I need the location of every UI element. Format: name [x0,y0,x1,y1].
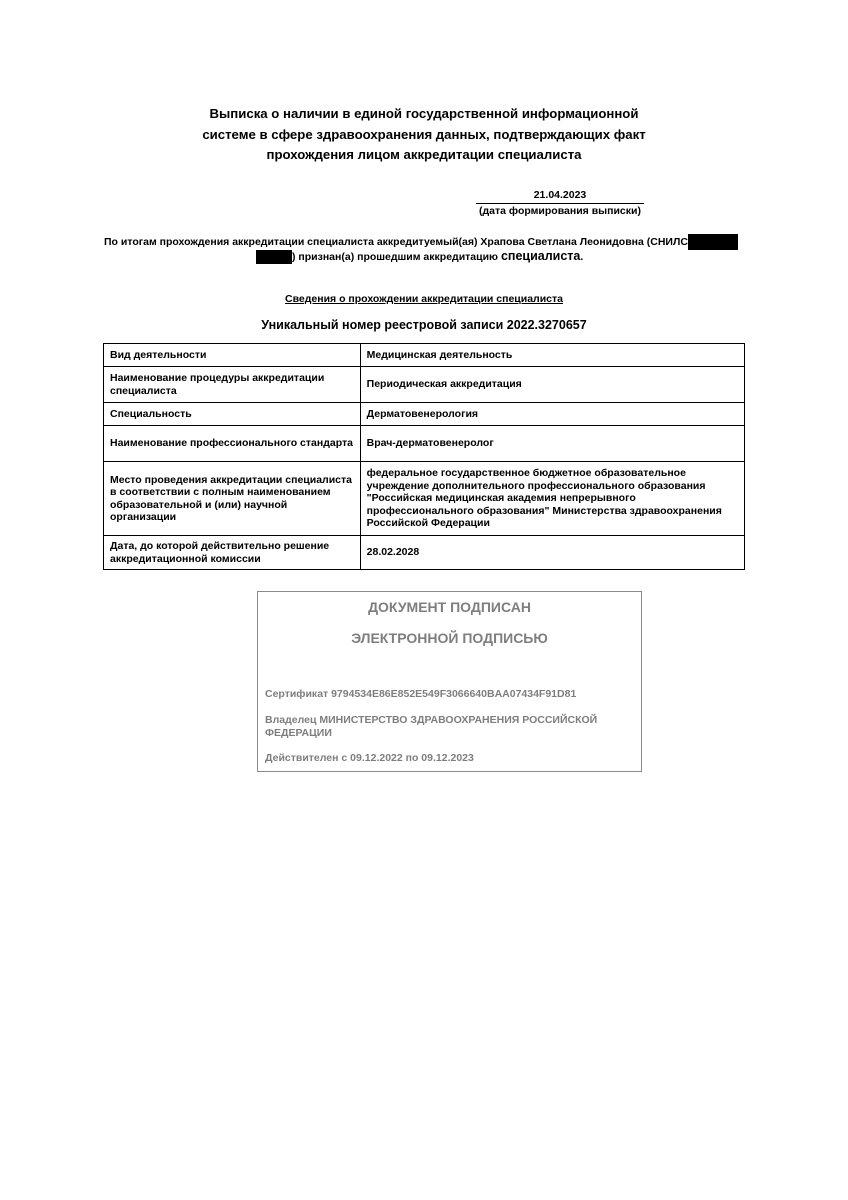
issue-date-caption: (дата формирования выписки) [479,205,641,217]
table-value: Периодическая аккредитация [360,367,744,403]
table-row [104,403,745,426]
table-value: федеральное государственное бюджетное образовательное учреждение дополнительного профессионального образования "Российская медицинская академия непрерывного профессионального образования" Министерства здравоохранения Российской Федерации [360,462,744,536]
stamp-validity: Действителен с 09.12.2022 по 09.12.2023 [265,752,474,764]
title-line-1: Выписка о наличии в единой государственной информационной [209,106,639,121]
statement-part-2: ) признан(а) прошедшим аккредитацию [292,251,499,263]
redacted-snils-block [688,234,738,250]
table-value: 28.02.2028 [360,536,744,570]
table-row [104,344,745,367]
table-key: Место проведения аккредитации специалиста в соответствии с полным наименованием образовательной и (или) научной организации [104,462,361,536]
accreditation-table [103,343,745,570]
title-line-2: системе в сфере здравоохранения данных, подтверждающих факт [202,126,646,142]
table-row [104,367,745,403]
table-key: Наименование профессионального стандарта [104,426,361,462]
statement-part-4: . [580,251,584,263]
electronic-signature-stamp [257,591,642,772]
table-key: Дата, до которой действительно решение аккредитационной комиссии [104,536,361,570]
statement-part-1: По итогам прохождения аккредитации специалиста аккредитуемый(ая) Храпова Светлана Леонидовна (СНИЛС [104,235,688,248]
registry-number: Уникальный номер реестровой записи 2022.3270657 [261,318,587,332]
document-title [150,104,698,166]
table-key: Наименование процедуры аккредитации специалиста [104,367,361,403]
section-heading-text: Сведения о прохождении аккредитации специалиста [285,293,563,305]
redacted-snils-block-2 [256,250,292,264]
stamp-heading-1: ДОКУМЕНТ ПОДПИСАН [368,599,531,615]
table-row [104,462,745,536]
table-value: Дерматовенерология [360,403,744,426]
stamp-certificate: Сертификат 9794534E86E852E549F3066640BAA07434F91D81 [265,688,577,700]
table-row [104,536,745,570]
section-heading [0,293,848,305]
issue-date-block [476,189,644,218]
statement-part-3: специалиста [500,249,581,263]
table-key: Вид деятельности [104,344,361,367]
stamp-heading-2: ЭЛЕКТРОННОЙ ПОДПИСЬЮ [351,630,548,646]
table-value: Врач-дерматовенеролог [360,426,744,462]
stamp-owner: Владелец МИНИСТЕРСТВО ЗДРАВООХРАНЕНИЯ РОССИЙСКОЙ ФЕДЕРАЦИИ [265,714,598,739]
table-row [104,426,745,462]
issue-date: 21.04.2023 [476,189,644,204]
table-key: Специальность [104,403,361,426]
title-line-3: прохождения лицом аккредитации специалиста [266,147,582,162]
table-value: Медицинская деятельность [360,344,744,367]
accreditation-statement [104,234,754,264]
